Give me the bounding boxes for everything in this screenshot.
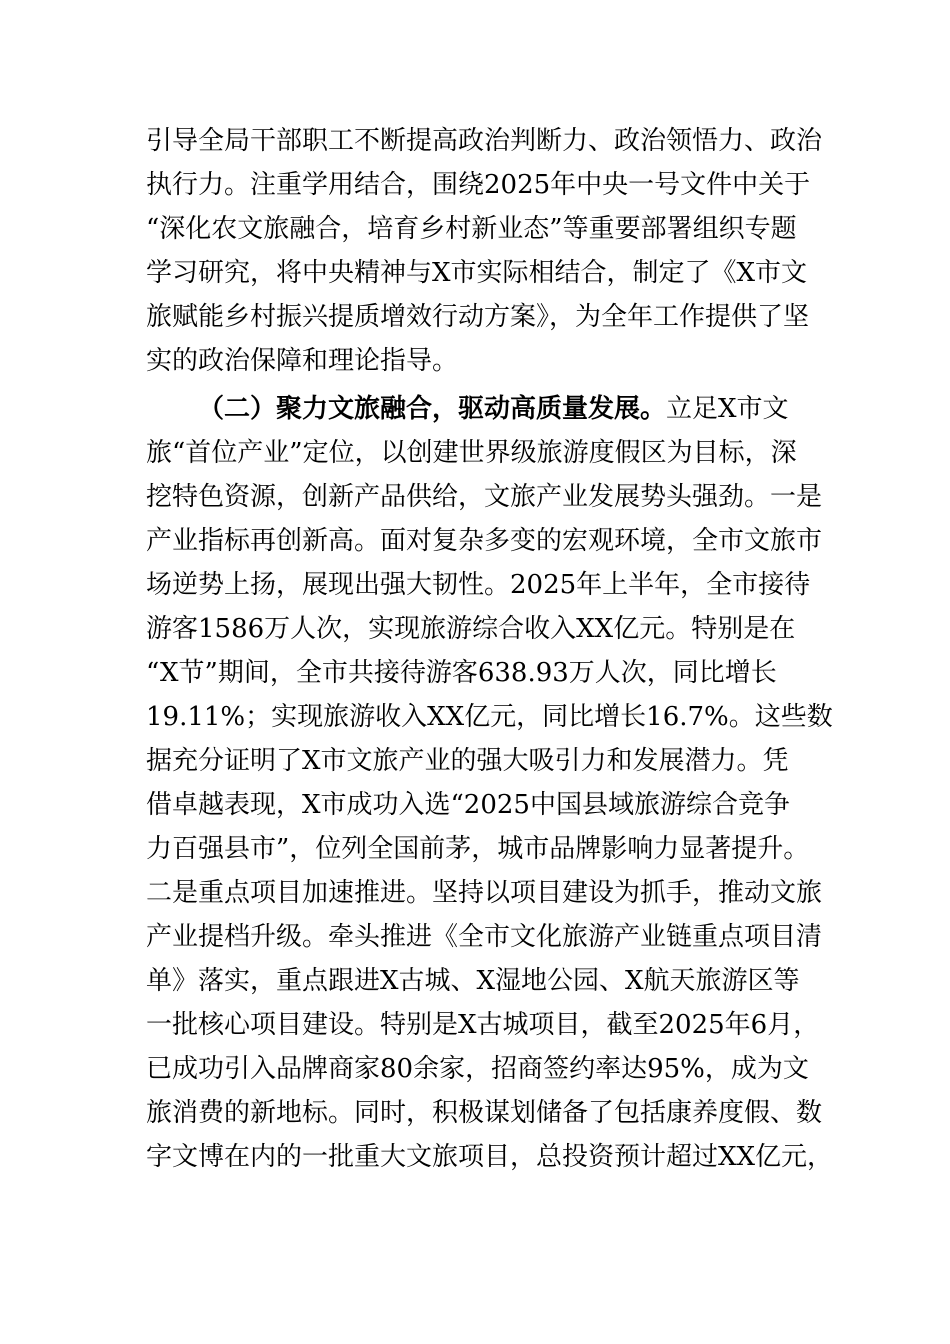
text-line-5: 旅赋能乡村振兴提质增效行动方案》，为全年工作提供了坚 [146, 302, 810, 332]
text-line-12: 游客1586万人次，实现旅游综合收入XX亿元。特别是在 [146, 614, 796, 644]
text-line-18: 二是重点项目加速推进。坚持以项目建设为抓手，推动文旅 [146, 878, 823, 908]
text-line-24: 字文博在内的一批重大文旅项目，总投资预计超过XX亿元， [146, 1142, 834, 1172]
text-line-1: 引导全局干部职工不断提高政治判断力、政治领悟力、政治 [146, 126, 823, 156]
text-line-6: 实的政治保障和理论指导。 [146, 346, 459, 376]
text-line-11: 场逆势上扬，展现出强大韧性。2025年上半年，全市接待 [146, 570, 811, 600]
text-line-3: “深化农文旅融合，培育乡村新业态”等重要部署组织专题 [146, 214, 797, 244]
text-line-23: 旅消费的新地标。同时，积极谋划储备了包括康养度假、数 [146, 1098, 823, 1128]
text-line-19: 产业提档升级。牵头推进《全市文化旅游产业链重点项目清 [146, 922, 823, 952]
text-line-14: 19.11%；实现旅游收入XX亿元，同比增长16.7%。这些数 [146, 702, 833, 732]
section-heading: （二）聚力文旅融合，驱动高质量发展。 [198, 394, 667, 424]
text-line-17: 力百强县市”，位列全国前茅，城市品牌影响力显著提升。 [146, 834, 810, 864]
text-line-22: 已成功引入品牌商家80余家，招商签约率达95%，成为文 [146, 1054, 809, 1084]
text-line-13: “X节”期间，全市共接待游客638.93万人次，同比增长 [146, 658, 777, 688]
text-line-2: 执行力。注重学用结合，围绕2025年中央一号文件中关于 [146, 170, 811, 200]
text-line-8: 旅“首位产业”定位，以创建世界级旅游度假区为目标，深 [146, 438, 797, 468]
text-line-20: 单》落实，重点跟进X古城、X湿地公园、X航天旅游区等 [146, 966, 800, 996]
text-line-16: 借卓越表现，X市成功入选“2025中国县域旅游综合竞争 [146, 790, 790, 820]
text-line-9: 挖特色资源，创新产品供给，文旅产业发展势头强劲。一是 [146, 482, 823, 512]
section-heading-line [198, 387, 810, 431]
text-line-21: 一批核心项目建设。特别是X古城项目，截至2025年6月， [146, 1010, 820, 1040]
text-line-4: 学习研究，将中央精神与X市实际相结合，制定了《X市文 [146, 258, 808, 288]
text-line-10: 产业指标再创新高。面对复杂多变的宏观环境，全市文旅市 [146, 526, 823, 556]
text-line-15: 据充分证明了X市文旅产业的强大吸引力和发展潜力。凭 [146, 746, 789, 776]
section-heading-rest: 立足X市文 [666, 394, 789, 424]
